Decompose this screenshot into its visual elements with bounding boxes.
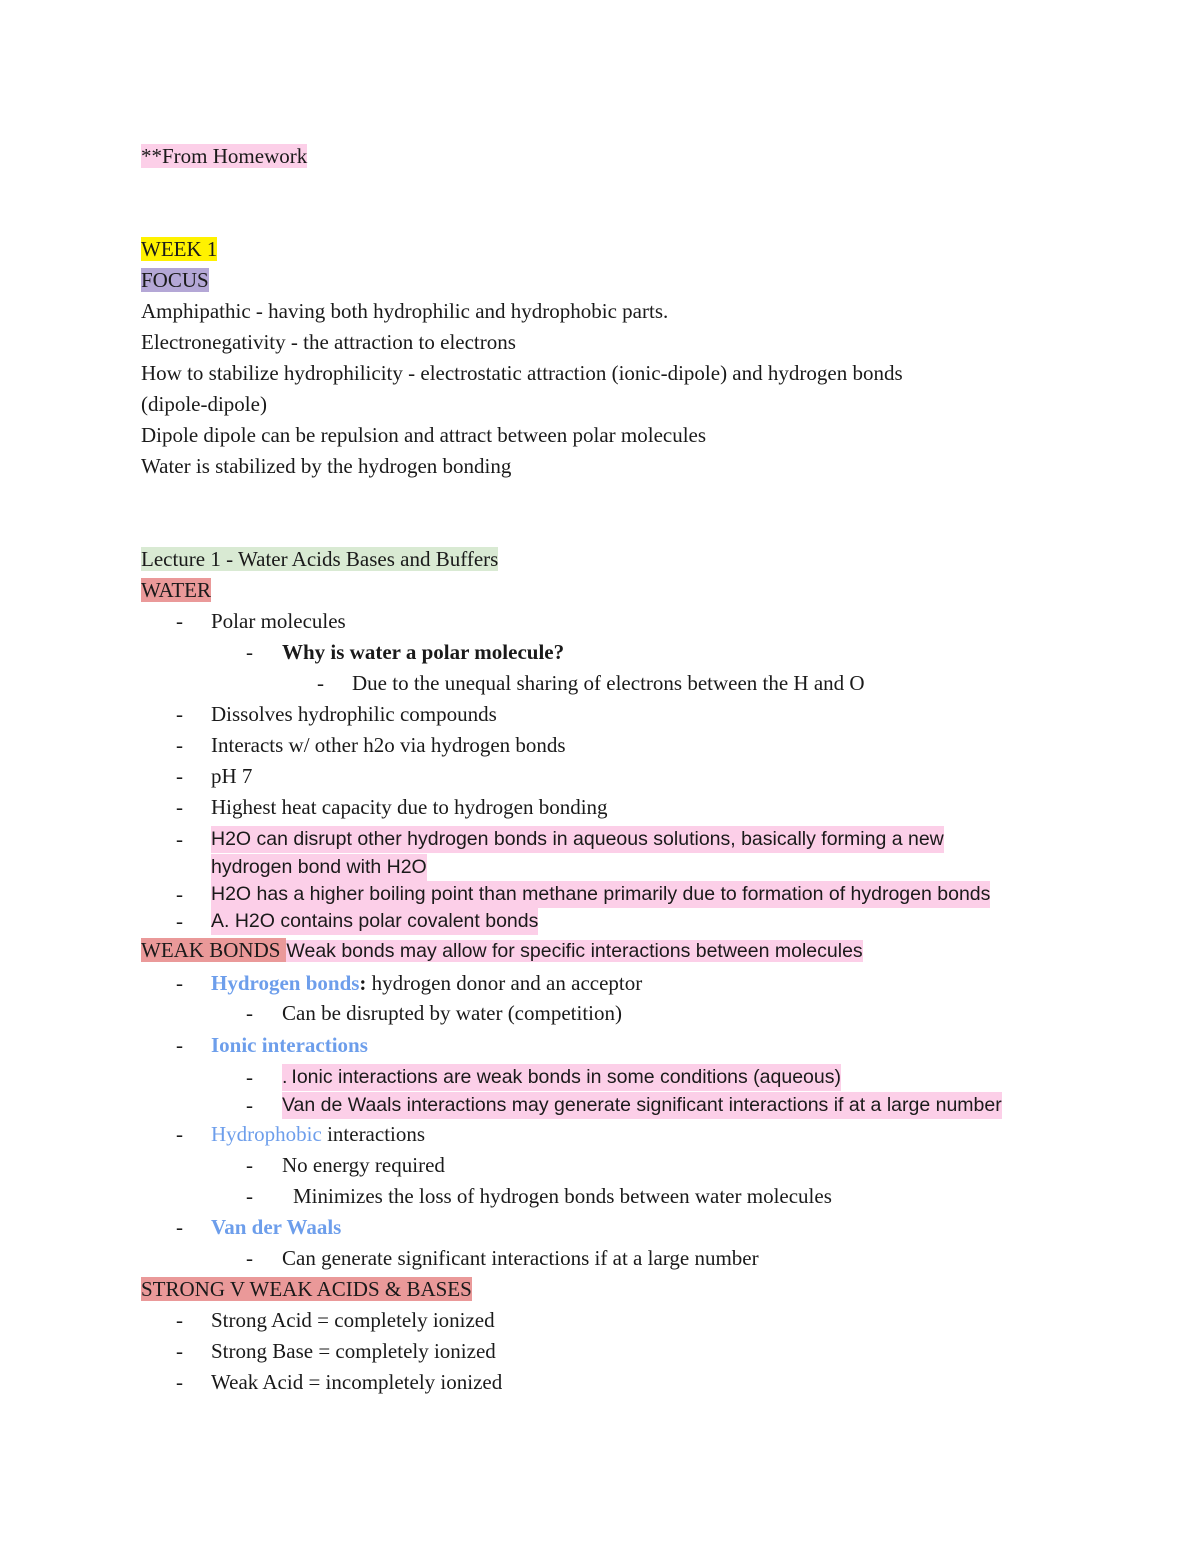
- weak-bonds-heading: WEAK BONDS Weak bonds may allow for specific interactions between molecules: [141, 938, 863, 962]
- bullet-dash: -: [176, 733, 183, 757]
- bullet-dash: -: [246, 640, 253, 664]
- bullet-dash: -: [246, 1001, 253, 1025]
- bullet-dash: -: [246, 1153, 253, 1177]
- bullet-dash: -: [176, 702, 183, 726]
- term-hydrophobic: Hydrophobic: [211, 1122, 322, 1146]
- focus-line: How to stabilize hydrophilicity - electrostatic attraction (ionic-dipole) and hydrogen bonds: [141, 361, 903, 385]
- bullet-dash: -: [176, 882, 183, 906]
- bullet-dash: -: [246, 1184, 253, 1208]
- from-homework-note: **From Homework: [141, 144, 308, 168]
- lecture-title: Lecture 1 - Water Acids Bases and Buffers: [141, 547, 499, 571]
- term-ionic-interactions: Ionic interactions: [211, 1033, 368, 1057]
- bullet-dash: -: [246, 1065, 253, 1089]
- bullet-dash: -: [317, 671, 324, 695]
- bullet-dash: -: [176, 1339, 183, 1363]
- bullet-dash: -: [246, 1093, 253, 1117]
- acids-bases-heading: STRONG V WEAK ACIDS & BASES: [141, 1277, 472, 1301]
- bullet-dash: -: [176, 795, 183, 819]
- weak-bonds-note: Weak bonds may allow for specific interactions between molecules: [286, 940, 863, 962]
- water-heading: WATER: [141, 578, 211, 602]
- term-van-der-waals: Van der Waals: [211, 1215, 342, 1239]
- bullet-dash: -: [176, 1308, 183, 1332]
- week-heading: WEEK 1: [141, 237, 218, 261]
- term-hydrogen-bonds: Hydrogen bonds: [211, 971, 360, 995]
- bullet-dash: -: [176, 609, 183, 633]
- answer: Due to the unequal sharing of electrons between the H and O: [352, 671, 865, 695]
- bullet-dash: -: [176, 971, 183, 995]
- focus-line: (dipole-dipole): [141, 392, 267, 416]
- bullet-dash: -: [176, 1122, 183, 1146]
- bullet-dash: -: [176, 1370, 183, 1394]
- focus-heading: FOCUS: [141, 268, 209, 292]
- focus-line: Water is stabilized by the hydrogen bonding: [141, 454, 512, 478]
- bullet-dash: -: [246, 1246, 253, 1270]
- question: Why is water a polar molecule?: [282, 640, 565, 664]
- bullet-dash: -: [176, 764, 183, 788]
- document-page: **From Homework WEEK 1 FOCUS Amphipathic - having both hydrophilic and hydrophobic parts. Electronegativity - the attraction to electrons How to stabilize hydrophilicity - electrostatic attraction (ionic-dipole) and hydrogen bonds (dipole-dipole) Dipole dipole can be repulsion and attract between polar molecules Water is stabilized by the hydrogen bonding Lecture 1 - Water Acids Bases and Buffers WATER - Polar molecules - Why is water a polar molecule? - Due to the unequal sharing of electrons between the H and O - Dissolves hydrophilic compounds - Interacts w/ other h2o via hydrogen bonds - pH 7 - Highest heat capacity due to hydrogen bonding - H2O can disrupt other hydrogen bonds in aqueous solutions, basically forming a new hydrogen bond with H2O - H2O has a higher boiling point than methane primarily due to formation of hydrogen bonds - A. H2O contains polar covalent bonds WEAK BONDS Weak bonds may allow for specific interactions between molecules - Hydrogen bonds: hydrogen donor and an acceptor - Can be disrupted by water (competition) - Ionic interactions - . Ionic interactions are weak bonds in some conditions (aqueous) - Van de Waals interactions may generate significant interactions if at a large number - Hydrophobic interactions - No energy required - Minimizes the loss of hydrogen bonds between water molecules - Van der Waals - Can generate significant interactions if at a large number STRONG V WEAK ACIDS & BASES - Strong Acid = completely ionized - Strong Base = completely ionized - Weak Acid = incompletely ionized: [141, 144, 1002, 1394]
- bullet-dash: -: [176, 1033, 183, 1057]
- focus-line: Amphipathic - having both hydrophilic and hydrophobic parts.: [141, 299, 669, 323]
- bullet-dash: -: [176, 1215, 183, 1239]
- focus-line: Dipole dipole can be repulsion and attract between polar molecules: [141, 423, 707, 447]
- bullet-dash: -: [176, 909, 183, 933]
- focus-line: Electronegativity - the attraction to electrons: [141, 330, 516, 354]
- bullet-dash: -: [176, 827, 183, 851]
